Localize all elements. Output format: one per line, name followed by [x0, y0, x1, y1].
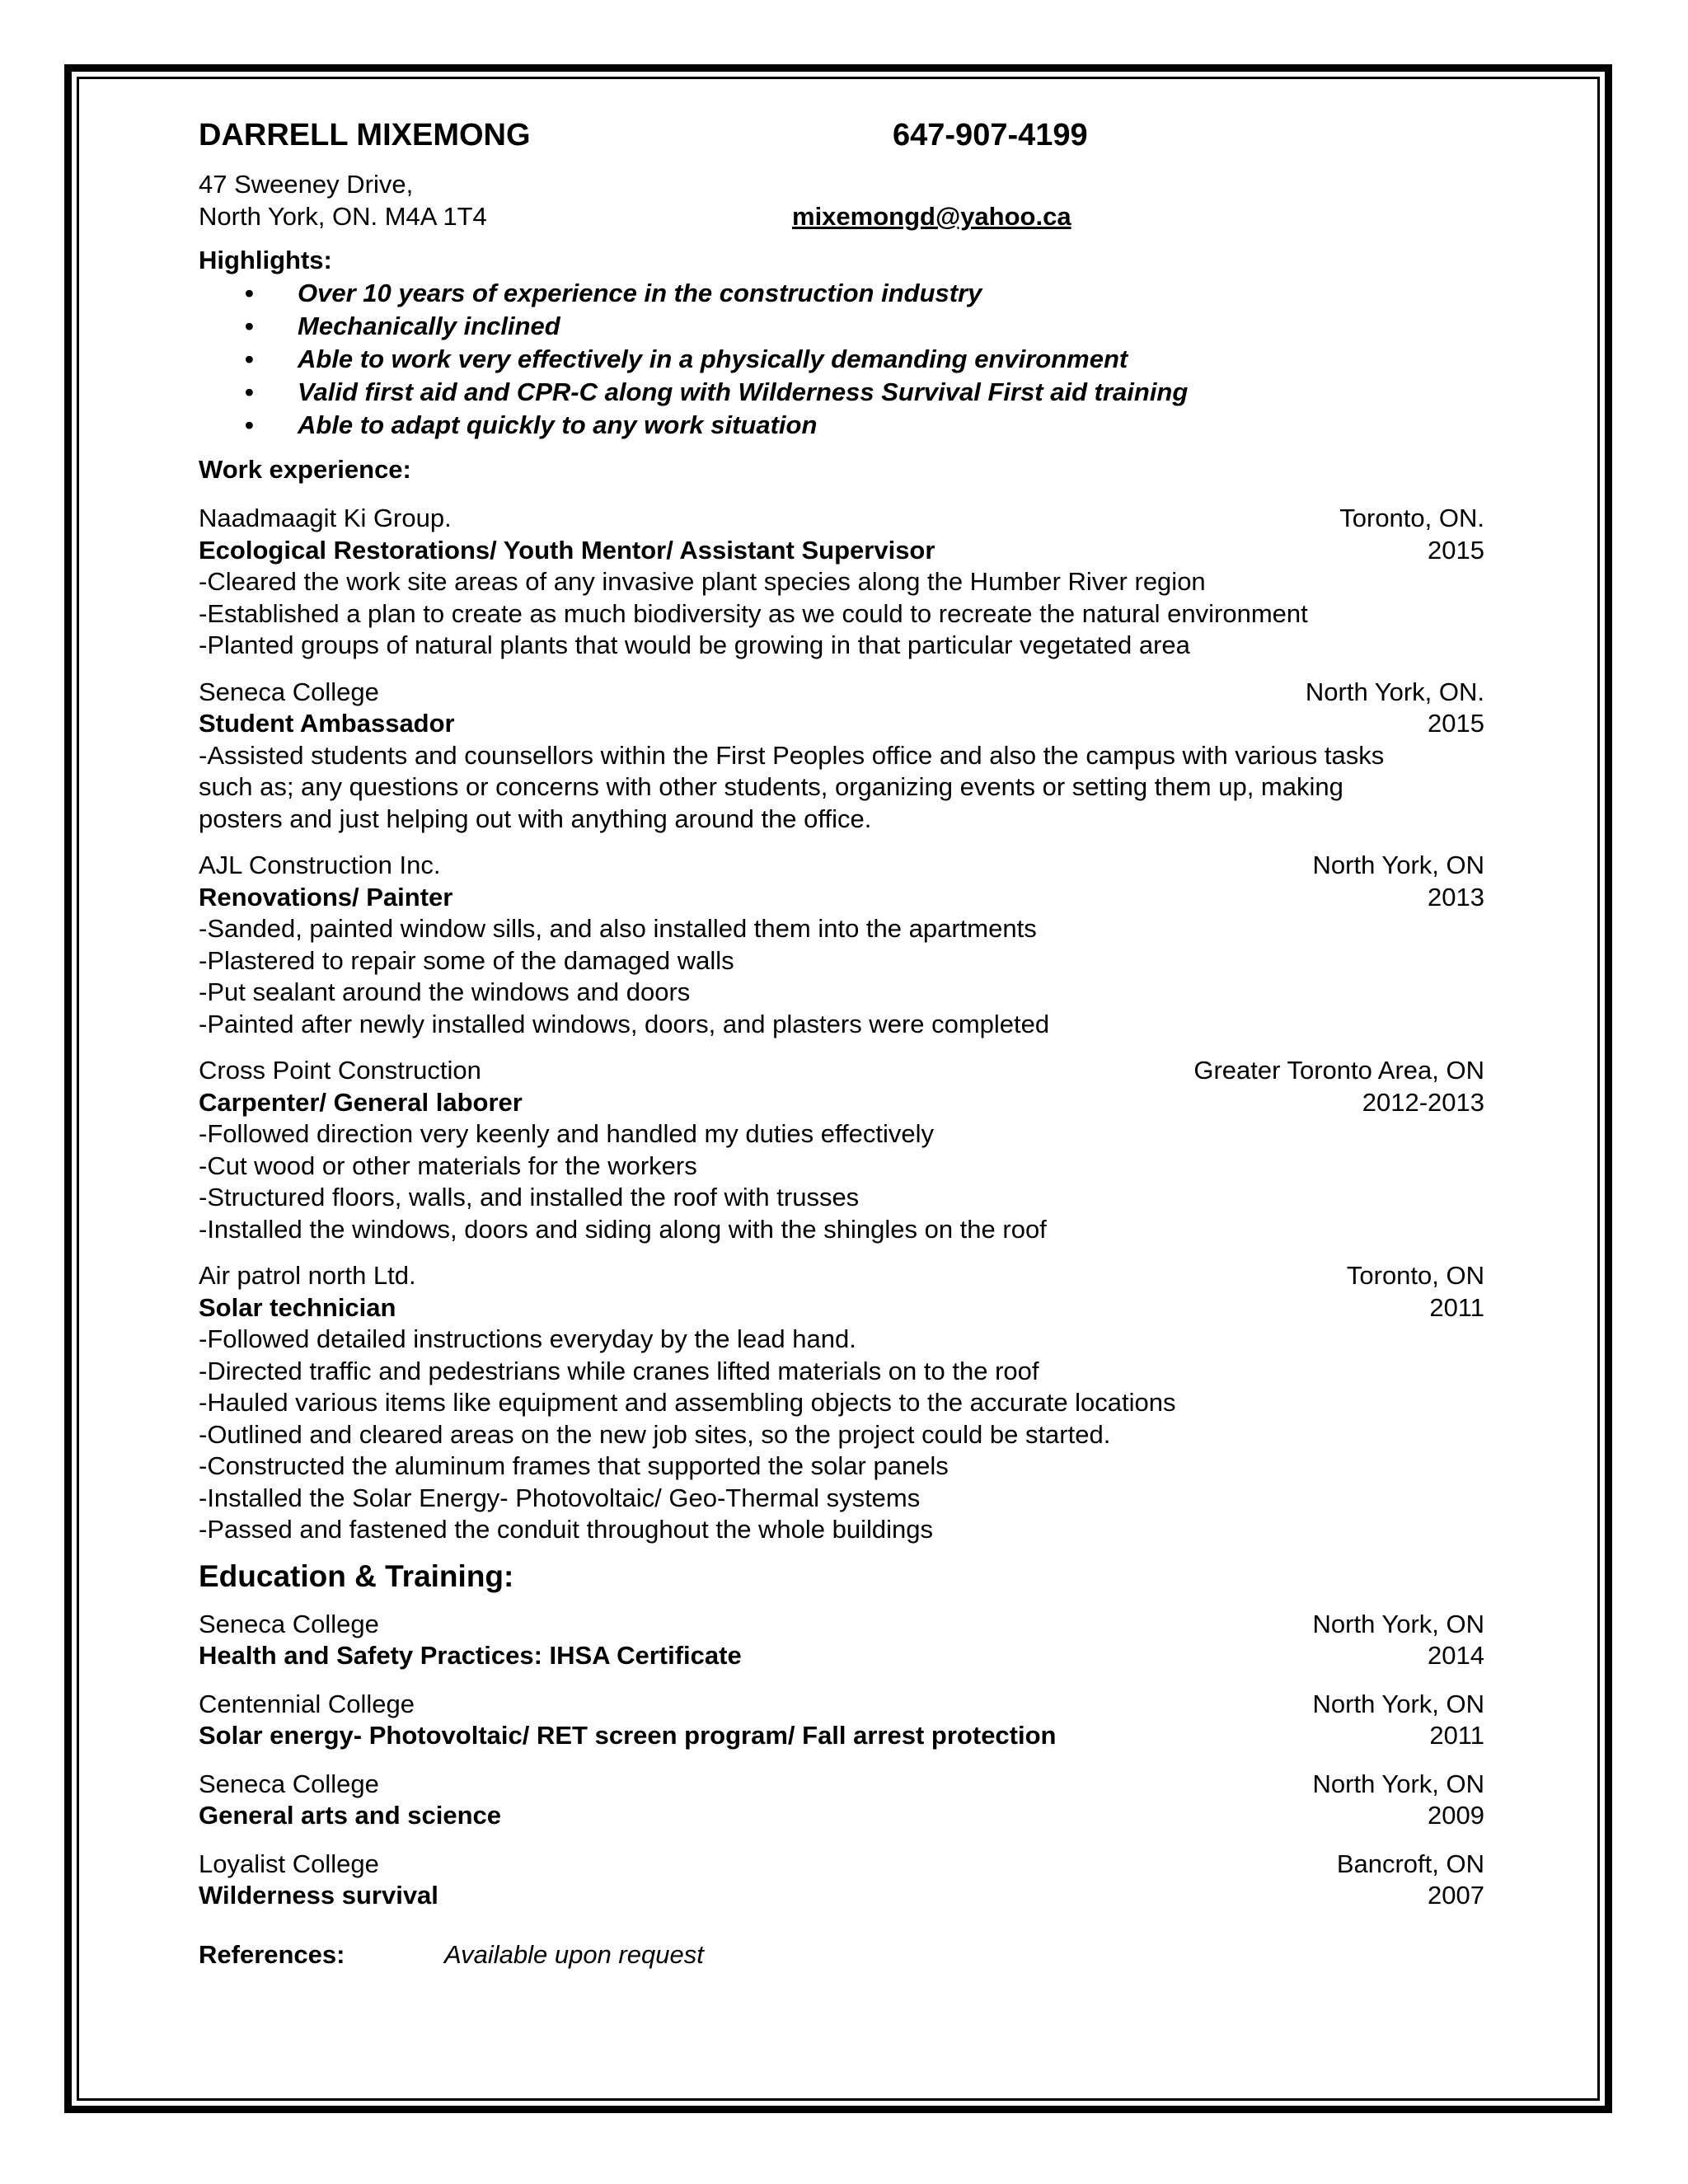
job-role: Solar technician	[199, 1292, 396, 1322]
job-duty: such as; any questions or concerns with other students, organizing events or setting them up, making	[199, 772, 1343, 801]
job-role-row	[199, 708, 1484, 740]
job-duty: -Hauled various items like equipment and assembling objects to the accurate locations	[199, 1388, 1176, 1417]
highlight-item: • Able to work very effectively in a physically demanding environment	[199, 343, 1484, 376]
job-duty: -Outlined and cleared areas on the new job sites, so the project could be started.	[199, 1419, 1111, 1449]
job-role-row	[199, 882, 1484, 914]
job-employer-row	[199, 1260, 1484, 1292]
education-location: North York, ON	[1312, 1689, 1484, 1718]
job-location: North York, ON.	[1305, 677, 1484, 706]
job-role-row	[199, 1087, 1484, 1119]
highlights-list	[199, 277, 1484, 442]
job-role: Carpenter/ General laborer	[199, 1087, 523, 1117]
bullet-icon: •	[245, 279, 254, 307]
bullet-icon: •	[245, 410, 254, 439]
education-program-row	[199, 1880, 1484, 1912]
job-duty: -Structured floors, walls, and installed the roof with trusses	[199, 1183, 860, 1212]
education-school-row	[199, 1689, 1484, 1721]
job-year: 2013	[1428, 882, 1484, 912]
job-duty: -Cut wood or other materials for the workers	[199, 1151, 697, 1180]
bullet-icon: •	[245, 377, 254, 406]
work-experience-heading: Work experience:	[199, 455, 411, 484]
education-entry	[199, 1689, 1484, 1752]
address-block	[199, 168, 1484, 232]
job-role: Renovations/ Painter	[199, 882, 453, 912]
highlight-item: • Mechanically inclined	[199, 310, 1484, 343]
education-heading: Education & Training:	[199, 1558, 514, 1593]
job-entry	[199, 1260, 1484, 1546]
job-duty: -Constructed the aluminum frames that supported the solar panels	[199, 1451, 949, 1480]
job-year: 2015	[1428, 709, 1484, 738]
bullet-icon: •	[245, 312, 254, 340]
education-school: Centennial College	[199, 1689, 415, 1718]
job-entry	[199, 677, 1484, 836]
education-entry	[199, 1609, 1484, 1672]
education-program: Health and Safety Practices: IHSA Certificate	[199, 1641, 742, 1670]
job-duty: -Established a plan to create as much biodiversity as we could to recreate the natural environment	[199, 598, 1308, 628]
job-role: Ecological Restorations/ Youth Mentor/ Assistant Supervisor	[199, 535, 935, 565]
highlight-item: • Valid first aid and CPR-C along with Wilderness Survival First aid training	[199, 376, 1484, 409]
references-value: Available upon request	[444, 1939, 704, 1969]
references-row	[199, 1938, 1484, 1971]
resume-content	[199, 114, 1484, 1971]
job-entry	[199, 1055, 1484, 1245]
job-duty: -Painted after newly installed windows, doors, and plasters were completed	[199, 1009, 1050, 1038]
candidate-name: DARRELL MIXEMONG	[199, 117, 531, 152]
education-school-row	[199, 1609, 1484, 1641]
job-duty: -Followed direction very keenly and handled my duties effectively	[199, 1119, 935, 1148]
job-duty: -Assisted students and counsellors within the First Peoples office and also the campus with various tasks	[199, 740, 1385, 770]
job-duty: -Directed traffic and pedestrians while cranes lifted materials on to the roof	[199, 1356, 1039, 1385]
highlight-item: • Over 10 years of experience in the construction industry	[199, 277, 1484, 310]
education-school-row	[199, 1849, 1484, 1881]
job-year: 2011	[1429, 1292, 1484, 1322]
education-location: Bancroft, ON	[1336, 1849, 1484, 1878]
highlight-item: • Able to adapt quickly to any work situation	[199, 409, 1484, 442]
job-duty: -Planted groups of natural plants that would be growing in that particular vegetated area	[199, 630, 1190, 659]
education-school: Seneca College	[199, 1769, 379, 1798]
job-duty: -Passed and fastened the conduit throughout the whole buildings	[199, 1515, 934, 1544]
job-duty: -Cleared the work site areas of any invasive plant species along the Humber River region	[199, 567, 1206, 596]
email-link[interactable]: mixemongd@yahoo.ca	[792, 202, 1071, 231]
job-location: Greater Toronto Area, ON	[1193, 1056, 1484, 1085]
address-line-1: 47 Sweeney Drive,	[199, 170, 414, 199]
job-location: North York, ON	[1312, 851, 1484, 879]
job-year: 2012-2013	[1362, 1087, 1484, 1117]
education-year: 2007	[1428, 1881, 1484, 1910]
job-employer-row	[199, 503, 1484, 535]
education-school: Seneca College	[199, 1609, 379, 1638]
education-program: Wilderness survival	[199, 1881, 438, 1910]
highlights-heading: Highlights:	[199, 246, 332, 274]
education-year: 2011	[1429, 1721, 1484, 1750]
education-entry	[199, 1849, 1484, 1912]
job-employer: Seneca College	[199, 677, 379, 706]
job-role-row	[199, 535, 1484, 567]
education-school-row	[199, 1769, 1484, 1801]
education-school: Loyalist College	[199, 1849, 379, 1878]
job-employer-row	[199, 850, 1484, 882]
job-employer: Naadmaagit Ki Group.	[199, 504, 452, 532]
education-program: General arts and science	[199, 1801, 502, 1830]
job-entry	[199, 503, 1484, 662]
bullet-icon: •	[245, 344, 254, 373]
job-location: Toronto, ON	[1346, 1261, 1484, 1290]
education-location: North York, ON	[1312, 1609, 1484, 1638]
job-employer: Air patrol north Ltd.	[199, 1261, 416, 1290]
job-duty: -Put sealant around the windows and doors	[199, 977, 691, 1006]
job-duty: -Installed the windows, doors and siding along with the shingles on the roof	[199, 1214, 1047, 1244]
education-year: 2009	[1428, 1801, 1484, 1830]
job-employer-row	[199, 1055, 1484, 1087]
education-year: 2014	[1428, 1641, 1484, 1670]
address-row	[199, 200, 1484, 232]
address-line-2: North York, ON. M4A 1T4	[199, 202, 487, 231]
header-name-row	[199, 114, 1484, 157]
references-label: References:	[199, 1939, 345, 1969]
job-location: Toronto, ON.	[1339, 504, 1484, 532]
education-entry	[199, 1769, 1484, 1832]
job-duty: posters and just helping out with anything around the office.	[199, 804, 872, 833]
job-year: 2015	[1428, 535, 1484, 565]
education-program-row	[199, 1800, 1484, 1832]
job-role-row	[199, 1292, 1484, 1324]
job-role: Student Ambassador	[199, 709, 455, 738]
education-program-row	[199, 1640, 1484, 1672]
job-duty: -Installed the Solar Energy- Photovoltaic/ Geo-Thermal systems	[199, 1483, 921, 1512]
education-program: Solar energy- Photovoltaic/ RET screen program/ Fall arrest protection	[199, 1721, 1057, 1750]
phone-number: 647-907-4199	[893, 117, 1088, 152]
job-employer: Cross Point Construction	[199, 1056, 481, 1085]
job-entry	[199, 850, 1484, 1040]
education-program-row	[199, 1720, 1484, 1752]
job-employer-row	[199, 677, 1484, 709]
job-duty: -Followed detailed instructions everyday by the lead hand.	[199, 1324, 856, 1353]
job-employer: AJL Construction Inc.	[199, 851, 441, 879]
job-duty: -Plastered to repair some of the damaged walls	[199, 945, 734, 975]
education-location: North York, ON	[1312, 1769, 1484, 1798]
job-duty: -Sanded, painted window sills, and also installed them into the apartments	[199, 914, 1037, 943]
